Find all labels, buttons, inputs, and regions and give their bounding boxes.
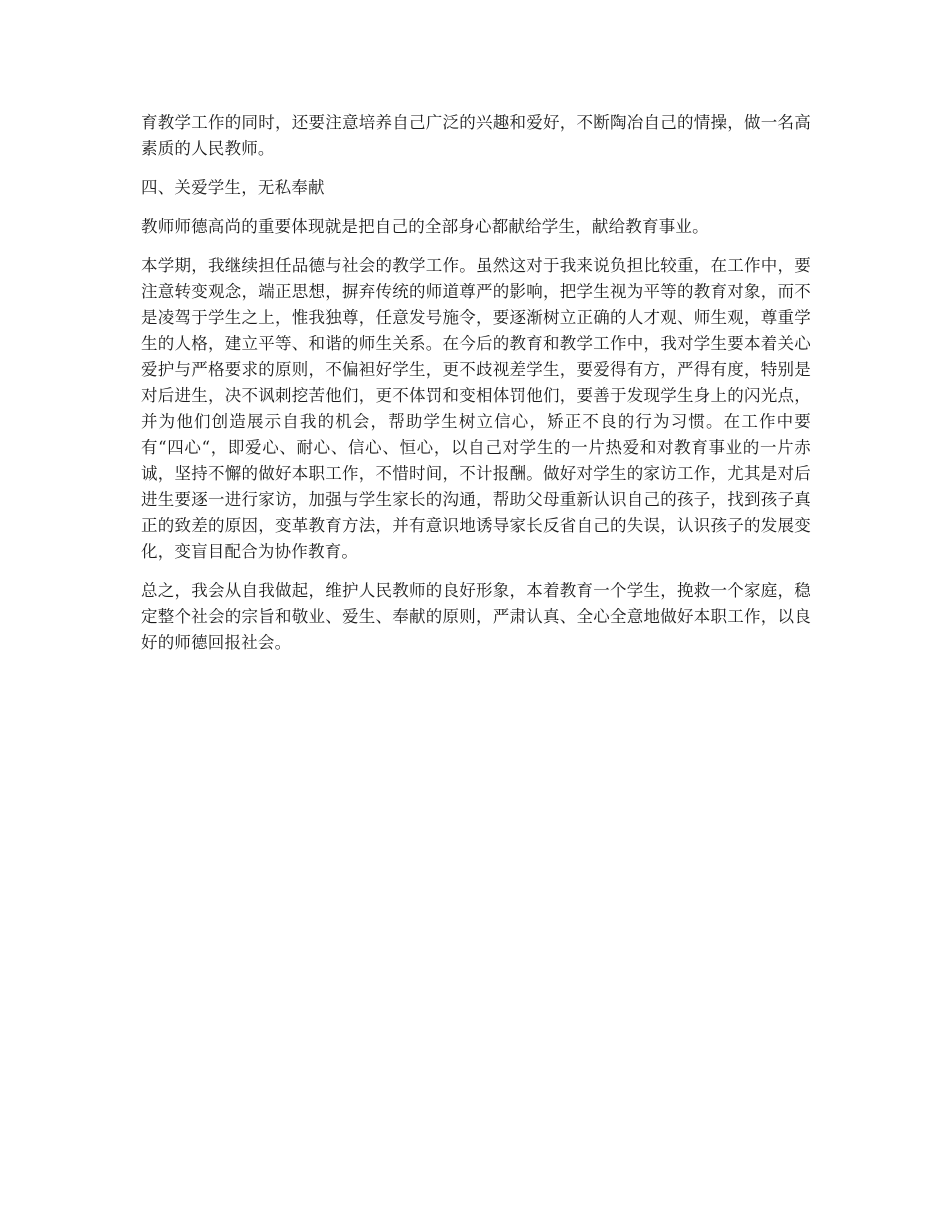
paragraph-continuation: 育教学工作的同时，还要注意培养自己广泛的兴趣和爱好，不断陶冶自己的情操，做一名高素质的人民教师。 <box>141 113 811 158</box>
document-body <box>141 110 811 669</box>
paragraph-conclusion: 总之，我会从自我做起，维护人民教师的良好形象，本着教育一个学生，挽救一个家庭，稳定整个社会的宗旨和敬业、爱生、奉献的原则，严肃认真、全心全意地做好本职工作，以良好的师德回报社会。 <box>141 581 811 652</box>
paragraph-main: 本学期，我继续担任品德与社会的教学工作。虽然这对于我来说负担比较重，在工作中，要注意转变观念，端正思想，摒弃传统的师道尊严的影响，把学生视为平等的教育对象，而不是凌驾于学生之上，惟我独尊，任意发号施令，要逐渐树立正确的人才观、师生观，尊重学生的人格，建立平等、和谐的师生关系。在今后的教育和教学工作中，我对学生要本着关心爱护与严格要求的原则，不偏袒好学生，更不歧视差学生，要爱得有方，严得有度，特别是对后进生，决不讽刺挖苦他们，更不体罚和变相体罚他们，要善于发现学生身上的闪光点，并为他们创造展示自我的机会，帮助学生树立信心，矫正不良的行为习惯。在工作中要有“四心“，即爱心、耐心、信心、恒心，以自己对学生的一片热爱和对教育事业的一片赤诚，坚持不懈的做好本职工作，不惜时间，不计报酬。做好对学生的家访工作，尤其是对后进生要逐一进行家访，加强与学生家长的沟通，帮助父母重新认识自己的孩子，找到孩子真正的致差的原因，变革教育方法，并有意识地诱导家长反省自己的失误，认识孩子的发展变化，变盲目配合为协作教育。 <box>141 256 811 561</box>
paragraph-intro: 教师师德高尚的重要体现就是把自己的全部身心都献给学生，献给教育事业。 <box>141 217 709 236</box>
section-heading-four: 四、关爱学生，无私奉献 <box>141 178 325 197</box>
